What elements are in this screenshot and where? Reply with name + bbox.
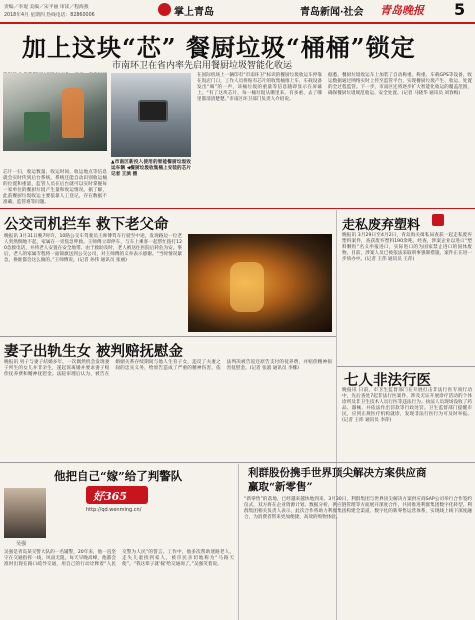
smuggle-story-body: 晚报讯 3月29日至4月2日，青岛海关缉私局查获一起走私废弃塑料案件，查获废弃塑料190余吨。经查，涉案企业以进口“塑料颗粒”名义申报进口，实际进口的为国家禁止进口的固体废物。目前，涉案人员已被依法采取刑事强制措施，案件正在进一步侦办中。(记者 王伟 通讯员 王萍) [342, 233, 472, 263]
bin-figure [24, 112, 50, 142]
ad-story-headline: 他把自己“嫁”给了判警队 [54, 469, 183, 483]
masthead-meta-line1: 责编／李琨 美编／宋平丽 审读／程海燕 [4, 5, 89, 10]
lead-headline: 加上这块“芯” 餐厨垃圾“桶桶”锁定 [22, 33, 416, 62]
lead-column-4: 据悉，餐厨垃圾收运车上加装了自动称重、称重、车载GPS等设备，收运数据通过网络实时上传至监管平台，实现餐厨垃圾产生、收运、处置的全过程监管。下一步，市南区还将逐步扩大智能化收运的覆盖范围，确保餐厨垃圾规范收运、安全处置。(记者 马晓华 通讯员 刘春梅) [328, 73, 472, 97]
smuggle-tag-icon [432, 214, 444, 226]
bus-story-headline: 公交司机拦车 救下老父命 [4, 216, 169, 233]
page-number: 5 [454, 0, 466, 19]
divider-mid [0, 336, 336, 337]
bus-story-body: 晚报讯 3月31日晚7时许，10路公交车驾驶员王师傅驾车行驶至中途，发现路边一位老人突然倒地不起，家属在一旁焦急呼救。王师傅立即停车，与车上乘客一起帮忙拨打120急救电话，并将老人安置在安全地带。由于救助及时，老人被送往医院后转危为安。事后，老人的家属专程将一面锦旗送到公交公司，对王师傅的义举表示感谢。“当时情况紧急，换谁都会这么做的。”王师傅说。(记者 孙伟 通讯员 张丽) [4, 234, 182, 264]
masthead-meta-line2: 2018年4月 星期四 热线电话：82860006 [4, 13, 95, 18]
app-logo-icon [158, 3, 171, 16]
masthead [0, 0, 475, 24]
brand-logo: 青岛晚报 [380, 4, 424, 17]
divider-lower [0, 462, 475, 463]
ad-url-link[interactable]: http://qd.wenming.cn/ [86, 507, 142, 513]
smuggle-story-headline: 走私废弃塑料 [342, 218, 421, 233]
lead-column-3: 在国际机场上一辆印有“市南环卫”标识的餐厨垃圾收运车停靠在饭店门口，工作人员将贴有芯片的收集桶推上车，车载设备发出“嘀”的一声，该桶垃圾的重量等信息随即显示在屏幕上。“有了这块芯片，每一桶垃圾从哪里来、有多重、去了哪里都清清楚楚。”市南区环卫部门负责人介绍说。 [197, 73, 322, 103]
worker-figure [62, 88, 84, 138]
divider-right-mid [337, 366, 475, 367]
lead-photo-caption: ▲市南区新投入使用的智能餐厨垃圾收运车辆 ◀餐厨垃圾收集桶上安装的芯片 记者 王滨 摄 [111, 160, 191, 178]
app-label: 掌上青岛 [174, 7, 214, 18]
ad-portrait-caption: 吴强 [16, 541, 27, 547]
medical-story-headline: 七人非法行医 [344, 372, 431, 389]
divider-ad [238, 464, 239, 620]
ad-story-body: 吴强是青岛某交警大队的一名辅警，20年来，他一直坚守在交通指挥一线，风雨无阻。每天早晚高峰，他都会准时出现在路口疏导交通，用自己的行动诠释着“人民交警为人民”的誓言。工作中，他多次帮助迷路老人、走失儿童找到家人，被市民亲切地称为“马路天使”。“我这辈子就‘嫁’给交通岗了。”吴强笑着说。 [4, 550, 234, 568]
ad-portrait [4, 488, 46, 538]
erp-story-headline: 利群股份携手世界顶尖解决方案供应商 赢取“新零售” [248, 467, 427, 493]
erp-story-body: “新零售”的落地，已经越来越快地到来。3月30日，利群集团与世界顶尖解决方案供应商SAP公司举行合作签约仪式，双方将在企业资源计划、数据分析、供应链管理等方面展开深度合作，共同推进利群集团数字化转型。利群集团相关负责人表示，此次合作将助力利群集团构建全渠道、数字化的新零售运营体系，实现线上线下深度融合，为消费者带来更加便捷、高效的购物体验。 [244, 497, 472, 521]
lead-subheadline: 市南环卫在省内率先启用餐厨垃圾智能化收运 [112, 61, 293, 71]
medical-story-body: 晚报讯 日前，市卫生监督部门在开展打击非法行医专项行动中，先后查处7起非法行医案件，涉及无证开展诊疗活动的个体诊所及非卫生技术人员行医等违法行为。执法人员现场没收了药品、器械，并依法作出罚款等行政处罚。卫生监督部门提醒市民，应到正规医疗机构就诊，发现非法行医行为可及时举报。(记者 王炜 通讯员 李萍) [342, 388, 472, 424]
chip-device [138, 100, 168, 122]
truck-photo-image [3, 73, 107, 151]
bus-photo-figure [230, 262, 264, 312]
wife-story-body: 晚报讯 男子与妻子结婚多年，一次偶然机会发现妻子所生的女儿并非亲生，遂起诉离婚并要求妻子赔偿抚养费和精神抚慰金。法院审理后认为，被告在婚姻关系存续期间与他人生育子女，违反了夫妻之间的忠实义务，给原告造成了严重的精神伤害，依法判决被告返还原告支付的抚养费，并赔偿精神损害抚慰金。(记者 张淑 通讯员 李娜) [4, 360, 332, 378]
ad-logo-text: 好365 [93, 490, 127, 503]
wife-story-headline: 妻子出轨生女 被判赔抚慰金 [4, 343, 184, 360]
lead-column-2: 芯片一扫，收运数量、收运时间、收运地点等信息就会实时传到后台系统。系统还能自动识别收运桶的位置和重量，监管人员在后台就可以实时掌握每一家单位的餐厨垃圾产生量和收运情况。据了解，此前餐厨垃圾收运主要依靠人工登记，存在数据不准确、监管难等问题。 [3, 170, 107, 206]
section-title: 青岛新闻·社会 [300, 7, 364, 18]
divider-lead [0, 208, 475, 209]
